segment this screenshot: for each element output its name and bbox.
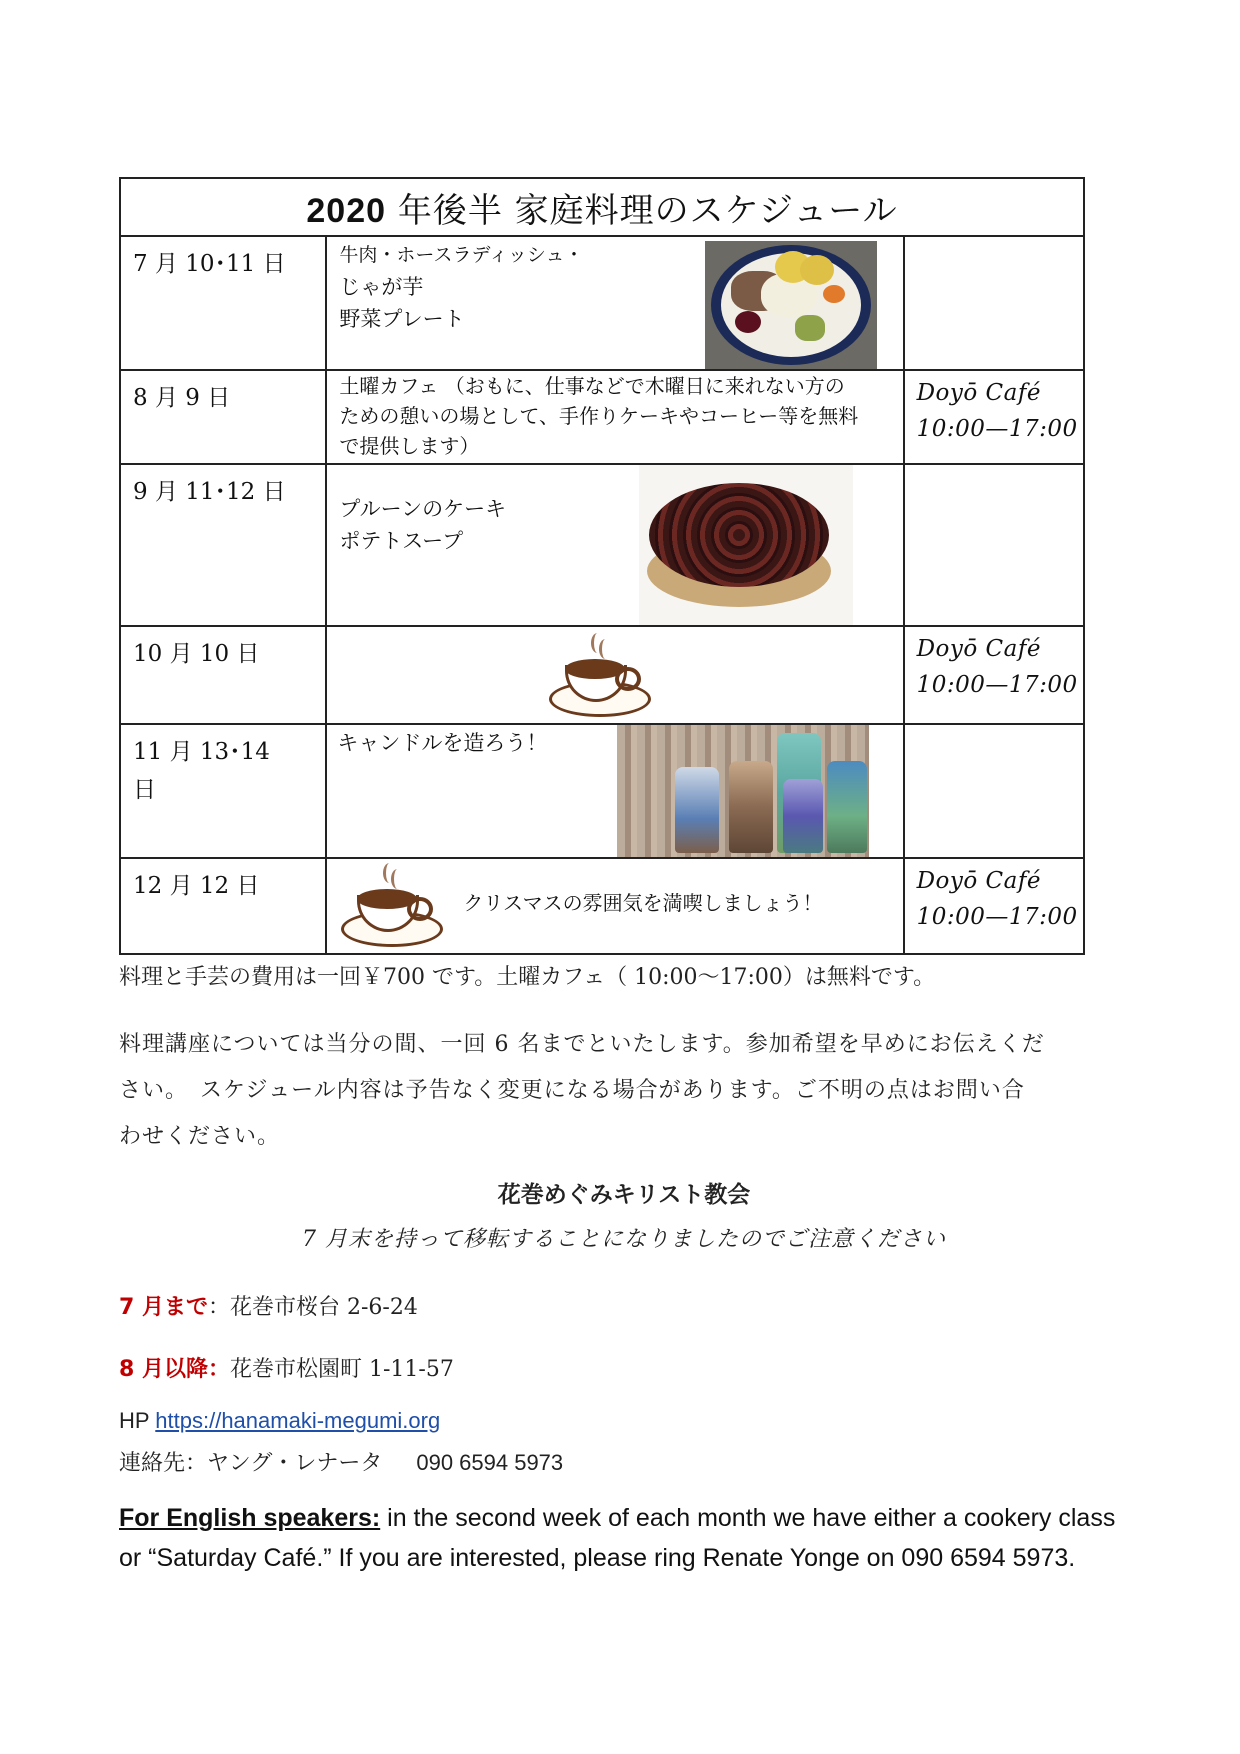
schedule-date [120, 724, 326, 858]
cafe-cell [904, 858, 1084, 954]
english-text: in the second week of each month we have either a cookery class or “Saturday Café.” If you are interested, please ring Renate Yonge on 090 6594 5973. [119, 1504, 1116, 1572]
schedule-title-year: 2020 [306, 191, 387, 230]
homepage-line [119, 1408, 440, 1434]
cafe-time: 10:00—17:00 [916, 416, 1078, 442]
after-address: 花巻市松園町 1-11-57 [229, 1357, 454, 1382]
schedule-date: 12 月 12 日 [120, 858, 326, 954]
schedule-title [120, 178, 1084, 236]
desc-line: で提供します） [339, 434, 480, 458]
coffee-cup-icon [549, 631, 653, 721]
address-from-august [119, 1352, 454, 1383]
candles-photo [617, 725, 869, 857]
desc-line: 牛肉・ホースラディッシュ・ [339, 244, 584, 266]
date-line: 日 [133, 777, 156, 803]
schedule-row [120, 370, 1084, 464]
desc-line: じゃが芋 [339, 275, 424, 299]
cafe-name: Doyō Café [916, 380, 1041, 406]
schedule-row [120, 236, 1084, 370]
schedule-row [120, 724, 1084, 858]
desc-line: 土曜カフェ （おもに、仕事などで木曜日に来れない方の [339, 374, 845, 398]
desc-line: ポテトスープ [339, 529, 464, 553]
schedule-date: 9 月 11･12 日 [120, 464, 326, 626]
beef-plate-photo [705, 241, 877, 369]
schedule-date: 8 月 9 日 [120, 370, 326, 464]
after-label: 8 月以降： [119, 1357, 230, 1382]
homepage-link[interactable]: https://hanamaki-megumi.org [155, 1408, 441, 1433]
until-address: ：花巻市桜台 2-6-24 [207, 1295, 418, 1320]
address-until-july [119, 1290, 418, 1321]
desc-line: プルーンのケーキ [339, 497, 507, 521]
schedule-table [119, 177, 1085, 955]
schedule-description [326, 464, 903, 626]
cafe-cell [904, 236, 1084, 370]
cafe-name: Doyō Café [916, 868, 1041, 894]
schedule-date: 10 月 10 日 [120, 626, 326, 724]
notice-line: さい。 スケジュール内容は予告なく変更になる場合があります。ご不明の点はお問い合 [119, 1078, 1025, 1103]
cafe-cell [904, 370, 1084, 464]
cafe-time: 10:00—17:00 [916, 904, 1078, 930]
cafe-cell [904, 626, 1084, 724]
schedule-date: 7 月 10･11 日 [120, 236, 326, 370]
schedule-description [326, 626, 903, 724]
church-name: 花巻めぐみキリスト教会 [497, 1181, 751, 1208]
schedule-title-text: 年後半 家庭料理のスケジュール [397, 190, 898, 231]
contact-label: 連絡先：ヤング・レナータ [119, 1451, 383, 1476]
schedule-description [326, 724, 903, 858]
schedule-row [120, 626, 1084, 724]
schedule-description [326, 858, 903, 954]
fees-note: 料理と手芸の費用は一回￥700 です。土曜カフェ（ 10:00～17:00）は無料です。 [119, 965, 936, 990]
cafe-name: Doyō Café [916, 636, 1041, 662]
schedule-row [120, 464, 1084, 626]
schedule-description [326, 370, 903, 464]
notice-line: わせください。 [119, 1124, 281, 1149]
schedule-row [120, 858, 1084, 954]
cafe-cell [904, 464, 1084, 626]
contact-line [119, 1446, 563, 1477]
desc-line: 野菜プレート [339, 307, 465, 331]
desc-line: クリスマスの雰囲気を満喫しましょう！ [463, 891, 823, 915]
cafe-time: 10:00—17:00 [916, 672, 1078, 698]
notice-line: 料理講座については当分の間、一回 6 名までといたします。参加希望を早めにお伝えくだ [119, 1032, 1045, 1057]
until-label: 7 月まで [119, 1295, 208, 1320]
relocation-notice: 7 月末を持って移転することになりましたのでご注意ください [302, 1227, 946, 1252]
schedule-description [326, 236, 903, 370]
contact-phone: 090 6594 5973 [416, 1450, 564, 1475]
prune-cake-photo [639, 465, 853, 625]
coffee-cup-icon [341, 859, 445, 951]
english-lead: For English speakers: [119, 1504, 381, 1532]
desc-line: ための憩いの場として、手作りケーキやコーヒー等を無料 [339, 404, 859, 428]
hp-label: HP [119, 1408, 156, 1433]
desc-line: キャンドルを造ろう！ [337, 731, 548, 755]
cafe-cell [904, 724, 1084, 858]
date-line: 11 月 13･14 [133, 739, 270, 765]
notice-paragraph [119, 1022, 1045, 1160]
english-note [119, 1498, 1129, 1578]
